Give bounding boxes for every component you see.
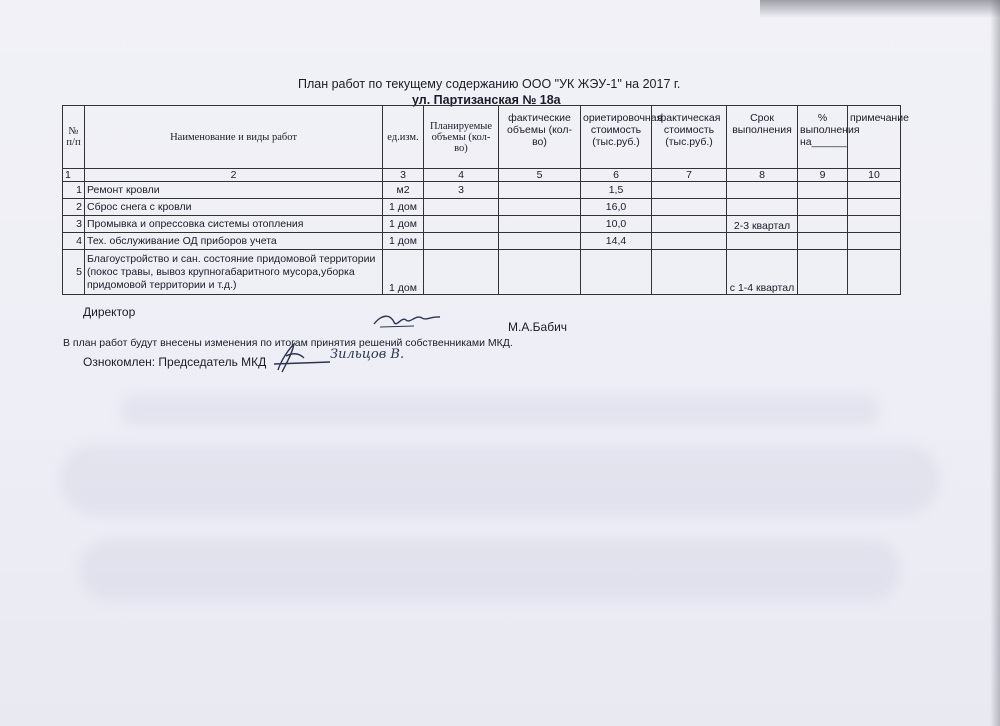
table-row (63, 233, 901, 250)
header-cell: фактические объемы (кол-во) (499, 106, 581, 169)
document-title: План работ по текущему содержанию ООО "УК ЖЭУ-1" на 2017 г. (298, 77, 681, 91)
term-cell (727, 233, 798, 250)
column-number: 2 (85, 169, 383, 182)
work-name: Промывка и опрессовка системы отопления (85, 216, 383, 233)
director-name: М.А.Бабич (508, 320, 568, 334)
plan-note: В план работ будут внесены изменения по итогам принятия решений собственниками МКД. (63, 337, 513, 349)
actual-cell (499, 216, 581, 233)
note-cell (848, 216, 901, 233)
planned-cell (424, 216, 499, 233)
column-number: 7 (652, 169, 727, 182)
term-cell: 2-3 квартал (727, 216, 798, 233)
table-row (63, 250, 901, 295)
director-label: Директор (83, 305, 136, 319)
unit-cell: 1 дом (383, 250, 424, 295)
row-number: 1 (63, 182, 85, 199)
planned-cell (424, 199, 499, 216)
percent-cell (798, 199, 848, 216)
term-cell (727, 199, 798, 216)
column-number: 3 (383, 169, 424, 182)
planned-cell (424, 233, 499, 250)
actual-cost-cell (652, 182, 727, 199)
header-cell: Срок выполнения (727, 106, 798, 169)
row-number: 3 (63, 216, 85, 233)
actual-cell (499, 199, 581, 216)
actual-cost-cell (652, 216, 727, 233)
column-number: 1 (63, 169, 85, 182)
estimated-cost-cell: 1,5 (581, 182, 652, 199)
column-number-row (63, 169, 901, 182)
percent-cell (798, 216, 848, 233)
note-cell (848, 250, 901, 295)
actual-cost-cell (652, 233, 727, 250)
actual-cell (499, 233, 581, 250)
table-header-row (63, 106, 901, 169)
header-cell: примечание (848, 106, 901, 169)
work-name: Благоустройство и сан. состояние придомовой территории (покос травы, вывоз крупногабаритного мусора,уборка придомовой территории и т.д.) (85, 250, 383, 295)
column-number: 9 (798, 169, 848, 182)
header-cell: фактическая стоимость (тыс.руб.) (652, 106, 727, 169)
column-number: 4 (424, 169, 499, 182)
unit-cell: 1 дом (383, 233, 424, 250)
note-cell (848, 199, 901, 216)
document-subtitle: ул. Партизанская № 18а (412, 93, 561, 107)
header-cell: Наименование и виды работ (85, 106, 383, 169)
unit-cell: 1 дом (383, 199, 424, 216)
column-number: 6 (581, 169, 652, 182)
actual-cost-cell (652, 199, 727, 216)
header-cell: % выполнения на______ (798, 106, 848, 169)
column-number: 10 (848, 169, 901, 182)
unit-cell: 1 дом (383, 216, 424, 233)
work-name: Ремонт кровли (85, 182, 383, 199)
column-number: 5 (499, 169, 581, 182)
table-row (63, 199, 901, 216)
chairman-signature-text: Зильцов В. (330, 347, 405, 362)
header-cell: ориетировочная стоимость (тыс.руб.) (581, 106, 652, 169)
scan-smudge (80, 540, 900, 600)
term-cell: с 1-4 квартал (727, 250, 798, 295)
planned-cell: 3 (424, 182, 499, 199)
actual-cell (499, 182, 581, 199)
actual-cost-cell (652, 250, 727, 295)
estimated-cost-cell (581, 250, 652, 295)
header-cell: Планируемые объемы (кол-во) (424, 106, 499, 169)
chairman-signature (264, 340, 334, 374)
scan-edge-right (990, 0, 1000, 726)
term-cell (727, 182, 798, 199)
estimated-cost-cell: 16,0 (581, 199, 652, 216)
header-cell: ед.изм. (383, 106, 424, 169)
estimated-cost-cell: 14,4 (581, 233, 652, 250)
work-name: Тех. обслуживание ОД приборов учета (85, 233, 383, 250)
actual-cell (499, 250, 581, 295)
percent-cell (798, 233, 848, 250)
planned-cell (424, 250, 499, 295)
note-cell (848, 182, 901, 199)
scan-edge-top (760, 0, 1000, 18)
director-signature (372, 310, 442, 332)
unit-cell: м2 (383, 182, 424, 199)
estimated-cost-cell: 10,0 (581, 216, 652, 233)
table-row (63, 216, 901, 233)
scan-smudge (120, 395, 880, 425)
acknowledgement-label: Ознокомлен: Председатель МКД (83, 355, 267, 369)
percent-cell (798, 250, 848, 295)
table-row (63, 182, 901, 199)
scan-smudge (60, 445, 940, 515)
row-number: 5 (63, 250, 85, 295)
row-number: 2 (63, 199, 85, 216)
header-cell: № п/п (63, 106, 85, 169)
percent-cell (798, 182, 848, 199)
work-name: Сброс снега с кровли (85, 199, 383, 216)
column-number: 8 (727, 169, 798, 182)
work-plan-table (62, 105, 909, 295)
row-number: 4 (63, 233, 85, 250)
note-cell (848, 233, 901, 250)
